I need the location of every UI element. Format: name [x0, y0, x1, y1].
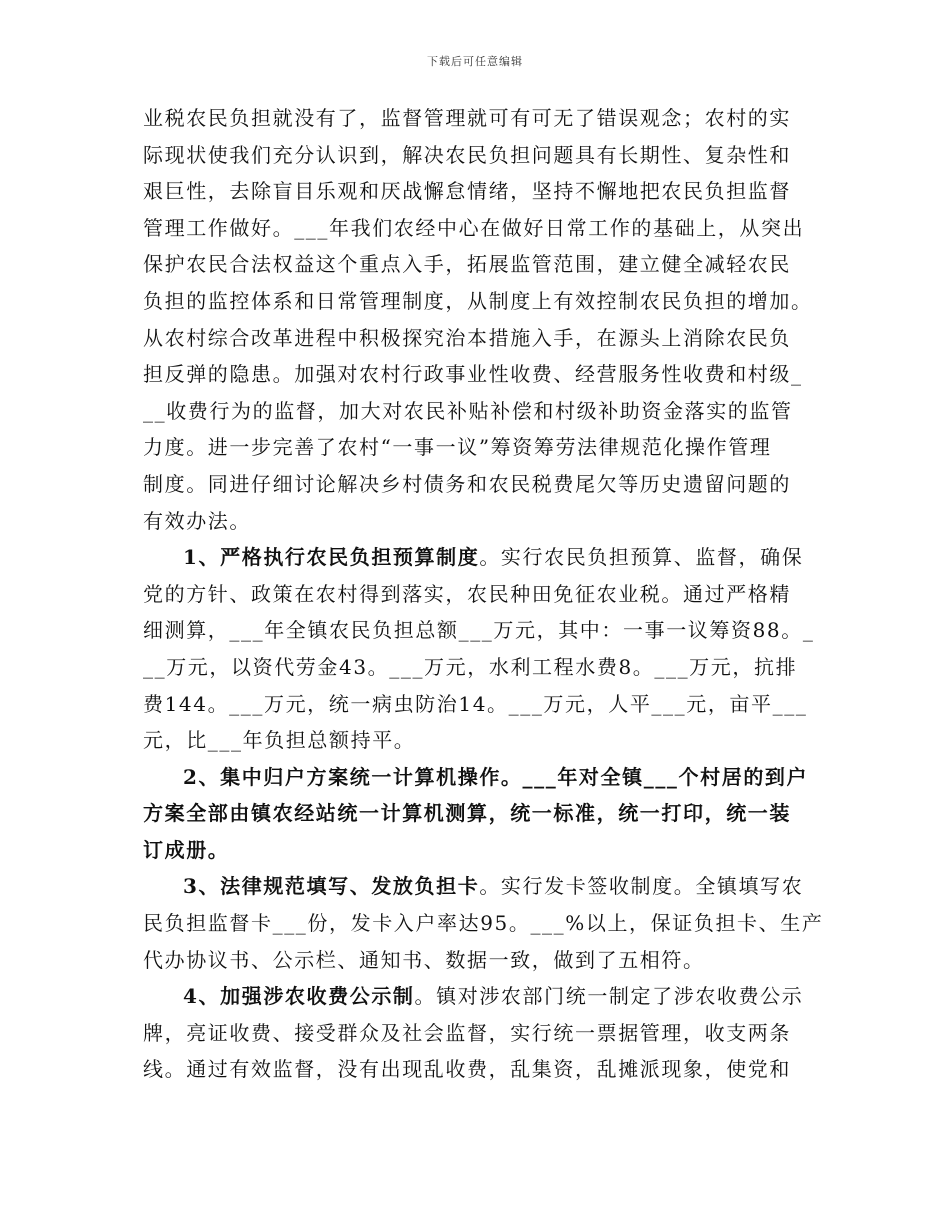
- text-line: [143, 429, 823, 466]
- page-header-note: 下载后可任意编辑: [427, 55, 523, 68]
- bold-heading-text: 2、集中归户方案统一计算机操作。___年对全镇___个村居的到户: [183, 764, 809, 789]
- body-text: 负担的监控体系和日常管理制度，从制度上有效控制农民负担的增加。: [143, 288, 813, 313]
- body-text: 从农村综合改革进程中积极探究治本措施入手，在源头上消除农民负: [143, 325, 791, 350]
- paragraph-first-line: [143, 539, 823, 576]
- text-line: [143, 612, 823, 649]
- body-text: 党的方针、政策在农村得到落实，农民种田免征农业税。通过严格精: [143, 581, 791, 606]
- body-text: 制度。同进仔细讨论解决乡村债务和农民税费尾欠等历史遗留问题的: [143, 471, 791, 496]
- text-line: [143, 100, 823, 137]
- text-line: [143, 393, 823, 430]
- text-line: [143, 320, 823, 357]
- text-line: [143, 576, 823, 613]
- text-line: [143, 942, 823, 979]
- text-line: [143, 137, 823, 174]
- text-line: [143, 1051, 823, 1088]
- bold-heading-text: 3、法律规范填写、发放负担卡: [183, 874, 480, 899]
- body-text: 力度。进一步完善了农村“一事一议”筹资筹劳法律规范化操作管理: [143, 435, 772, 460]
- body-text: 业税农民负担就没有了，监督管理就可有可无了错误观念；农村的实: [143, 106, 791, 130]
- text-line: [143, 722, 823, 759]
- body-text: __万元，以资代劳金43。___万元，水利工程水费8。___万元，抗排: [143, 654, 798, 679]
- body-text: 元，比___年负担总额持平。: [143, 728, 416, 753]
- body-text: __收费行为的监督，加大对农民补贴补偿和村级补助资金落实的监管: [143, 398, 793, 423]
- text-line: [143, 246, 823, 283]
- document-body: [143, 100, 823, 1088]
- body-text: 管理工作做好。___年我们农经中心在做好日常工作的基础上，从突出: [143, 215, 805, 240]
- paragraph-first-line: [143, 759, 823, 796]
- text-line: [143, 173, 823, 210]
- body-text: 牌，亮证收费、接受群众及社会监督，实行统一票据管理，收支两条: [143, 1020, 791, 1045]
- text-line: [143, 649, 823, 686]
- body-text: 有效办法。: [143, 508, 251, 533]
- text-line: [143, 210, 823, 247]
- paragraph-first-line: [143, 978, 823, 1015]
- text-line: [143, 905, 823, 942]
- bold-heading-text: 方案全部由镇农经站统一计算机测算，统一标准，统一打印，统一装: [143, 801, 791, 826]
- body-text: 代办协议书、公示栏、通知书、数据一致，做到了五相符。: [143, 947, 705, 972]
- paragraph-first-line: [143, 868, 823, 905]
- body-text: 线。通过有效监督，没有出现乱收费，乱集资，乱摊派现象，使党和: [143, 1057, 791, 1082]
- body-text: 艰巨性，去除盲目乐观和厌战懈怠情绪，坚持不懈地把农民负担监督: [143, 179, 791, 204]
- body-text: 际现状使我们充分认识到，解决农民负担问题具有长期性、复杂性和: [143, 142, 791, 167]
- body-text: 民负担监督卡___份，发卡入户率达95。___%以上，保证负担卡、生产: [143, 911, 824, 936]
- bold-heading-text: 4、加强涉农收费公示制: [183, 984, 415, 1009]
- text-line: [143, 795, 823, 832]
- body-text: 细测算，___年全镇农民负担总额___万元，其中：一事一议筹资88。_: [143, 618, 815, 643]
- bold-heading-text: 订成册。: [143, 837, 230, 862]
- body-text: 。实行发卡签收制度。全镇填写农: [479, 874, 804, 899]
- text-line: [143, 283, 823, 320]
- text-line: [143, 356, 823, 393]
- text-line: [143, 832, 823, 869]
- text-line: [143, 503, 823, 540]
- text-line: [143, 1015, 823, 1052]
- bold-heading-text: 1、严格执行农民负担预算制度: [183, 545, 480, 570]
- body-text: 。实行农民负担预算、监督，确保: [479, 545, 804, 570]
- body-text: 担反弹的隐患。加强对农村行政事业性收费、经营服务性收费和村级_: [143, 362, 803, 387]
- body-text: 保护农民合法权益这个重点入手，拓展监管范围，建立健全减轻农民: [143, 252, 791, 277]
- body-text: 。镇对涉农部门统一制定了涉农收费公示: [414, 984, 804, 1009]
- text-line: [143, 686, 823, 723]
- body-text: 费144。___万元，统一病虫防治14。___万元，人平___元，亩平___: [143, 691, 808, 716]
- text-line: [143, 466, 823, 503]
